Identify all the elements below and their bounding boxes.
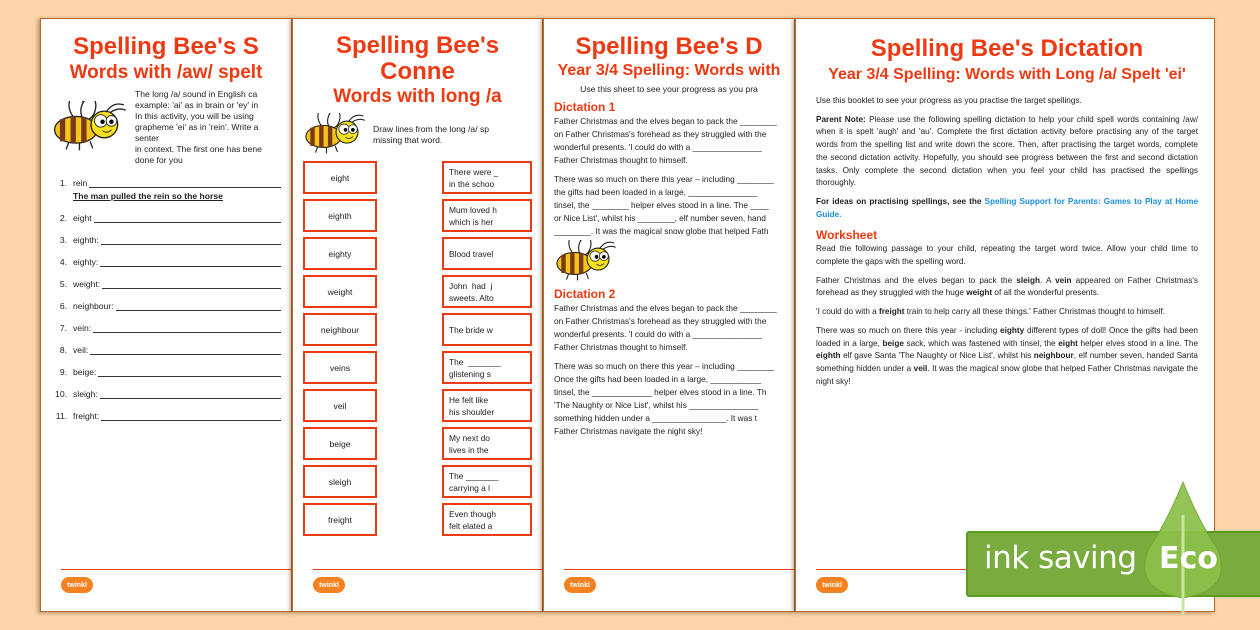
answer-line[interactable] — [98, 368, 281, 377]
matching-rows — [303, 161, 532, 536]
dictation-line: wonderful presents. 'I could do with a _______________ — [554, 142, 762, 152]
dictation-line: Father Christmas thought to himself. — [554, 342, 688, 352]
matching-row — [303, 389, 532, 422]
twinkl-logo: twinkl — [816, 577, 848, 593]
worksheet-page-dictation-1-2 — [543, 18, 795, 612]
matching-row — [303, 313, 532, 346]
target-word: weight — [966, 288, 993, 298]
sentence-item — [51, 201, 281, 223]
item-word: vein: — [73, 323, 92, 333]
intro — [373, 124, 532, 146]
word-box[interactable]: beige — [303, 427, 377, 460]
ideas-text — [816, 196, 1198, 221]
item-word: freight: — [73, 411, 100, 421]
sentence-box[interactable]: Blood travel — [442, 237, 532, 270]
footer-rule — [313, 569, 542, 570]
item-word: rein — [73, 178, 88, 188]
sentence-box[interactable]: The bride w — [442, 313, 532, 346]
passage-text: elf gave Santa 'The Naughty or Nice List', whilst his — [840, 351, 1034, 361]
sentence-box[interactable]: The _______ carrying a l — [442, 465, 532, 498]
sentence-box[interactable]: There were _ in the schoo — [442, 161, 532, 194]
bee-icon — [554, 240, 620, 284]
guide-link[interactable]: Spelling Support for Parents: Games to Play at Home Guide. — [816, 196, 1198, 219]
page-title: Spelling Bee's Dictation — [870, 35, 1144, 62]
worksheet-page-sentences — [40, 18, 292, 612]
intro-text: Use this booklet to see your progress as you practise the target spellings. — [816, 96, 1082, 105]
dictation-line: the gifts had been loaded in a large, _______________ — [554, 187, 758, 197]
example-sentence: The man pulled the rein so the horse — [73, 191, 223, 201]
intro-text: The long /a/ sound in English ca — [135, 89, 258, 99]
dictation-line: Father Christmas and the elves began to pack the ________ — [554, 303, 777, 313]
word-box[interactable]: veins — [303, 351, 377, 384]
word-box[interactable]: eighth — [303, 199, 377, 232]
word-box[interactable]: veil — [303, 389, 377, 422]
answer-line[interactable] — [100, 390, 281, 399]
target-word: veil — [913, 363, 928, 373]
word-box[interactable]: weight — [303, 275, 377, 308]
page-subtitle: Year 3/4 Spelling: Words with — [557, 62, 781, 79]
worksheet-heading: Worksheet — [816, 228, 878, 243]
item-number: 9. — [59, 367, 67, 377]
dictation-line: 'The Naughty or Nice List', whilst his _______________ — [554, 400, 759, 410]
item-word: eighty: — [73, 257, 99, 267]
item-word: beige: — [73, 367, 97, 377]
dictation-line: There was so much on there this year – including ________ — [554, 361, 775, 371]
item-number: 11. — [55, 411, 67, 421]
parent-note-label: Parent Note: — [816, 114, 866, 124]
dictation-line: Father Christmas thought to himself. — [554, 155, 688, 165]
item-number: 4. — [59, 257, 67, 267]
bee-icon — [303, 113, 369, 157]
item-number: 8. — [59, 345, 67, 355]
dictation-line: Once the gifts had been loaded in a large, ___________ — [554, 374, 762, 384]
dictation-line: Father Christmas and the elves began to pack the ________ — [554, 116, 777, 126]
target-word: eighth — [816, 351, 841, 361]
word-box[interactable]: neighbour — [303, 313, 377, 346]
passage-text: There was so much on there this year - including — [816, 325, 1001, 335]
passage-text: , elf number seven, handed Santa something hidden under a — [816, 351, 1198, 373]
passage-text: of all the wonderful presents. — [992, 288, 1100, 298]
bee-icon — [51, 101, 131, 155]
answer-line[interactable] — [90, 346, 281, 355]
sentence-item — [51, 170, 281, 201]
sentence-item — [51, 355, 281, 377]
worksheet-intro: Read the following passage to your child, repeating the target word twice. Allow your child time to complete the gaps with the spelling word. — [816, 244, 1198, 267]
intro-text: missing that word. — [373, 135, 443, 145]
passage-text: appeared on Father Christmas's forehead as they struggled with the huge — [816, 275, 1198, 298]
passage-text: helper elves stood in a line. The — [1077, 338, 1199, 348]
intro-text: grapheme 'ei' as in 'rein'. Write a senter — [135, 122, 259, 143]
sentence-box[interactable]: He felt like his shoulder — [442, 389, 532, 422]
matching-row — [303, 427, 532, 460]
intro-text: example: 'ai' as in brain or 'ey' in — [135, 100, 259, 110]
sentence-list — [51, 170, 281, 421]
ink-saving-label: ink saving — [984, 540, 1137, 576]
answer-line[interactable] — [89, 179, 281, 188]
footer-rule — [61, 569, 291, 570]
passage-text: Father Christmas and the elves began to pack the — [816, 275, 1017, 285]
dictation-1-heading: Dictation 1 — [554, 100, 616, 114]
dictation-1-text — [554, 115, 784, 238]
matching-row — [303, 237, 532, 270]
sentence-item — [51, 267, 281, 289]
worksheet-page-connect — [292, 18, 543, 612]
dictation-line: There was so much on there this year – including ________ — [554, 174, 775, 184]
intro-block — [51, 89, 281, 166]
sentence-box[interactable]: John had j sweets. Alto — [442, 275, 532, 308]
twinkl-logo: twinkl — [61, 577, 93, 593]
sentence-item — [51, 377, 281, 399]
item-number: 2. — [59, 213, 67, 223]
target-word: freight — [879, 307, 905, 317]
passage-text: . A — [1039, 275, 1056, 285]
sentence-box[interactable]: My next do lives in the — [442, 427, 532, 460]
item-word: neighbour: — [73, 301, 114, 311]
word-box[interactable]: eight — [303, 161, 377, 194]
answer-line[interactable] — [94, 214, 281, 223]
item-word: sleigh: — [73, 389, 98, 399]
target-word: sleigh — [1016, 275, 1040, 285]
matching-row — [303, 161, 532, 194]
matching-row — [303, 199, 532, 232]
passage-text: . It was the magical snow globe that helped Father Christmas navigate the night sky! — [816, 363, 1198, 386]
intro-text: Use this sheet to see your progress as you pra — [580, 84, 758, 94]
matching-row — [303, 503, 532, 536]
page-title: Spelling Bee's S — [73, 33, 259, 60]
target-word: eight — [1058, 338, 1078, 348]
page-subtitle: Year 3/4 Spelling: Words with Long /a/ Spelt 'ei' — [828, 66, 1186, 83]
item-word: veil: — [73, 345, 89, 355]
dictation-line: Father Christmas navigate the night sky! — [554, 426, 703, 436]
target-word: vein — [1055, 275, 1072, 285]
dictation-2-heading: Dictation 2 — [554, 287, 616, 301]
word-box[interactable]: freight — [303, 503, 377, 536]
item-number: 3. — [59, 235, 67, 245]
dictation-line: wonderful presents. 'I could do with a _______________ — [554, 329, 762, 339]
intro-text: in context. The first one has bene done for you — [135, 144, 262, 165]
item-number: 1. — [59, 178, 67, 188]
sentence-item — [51, 245, 281, 267]
sentence-box[interactable]: Mum loved h which is her — [442, 199, 532, 232]
matching-row — [303, 465, 532, 498]
answer-line[interactable] — [101, 236, 281, 245]
intro-text: In this activity, you will be using — [135, 111, 254, 121]
answer-line[interactable] — [93, 324, 281, 333]
eco-label: Eco — [1159, 541, 1218, 576]
dictation-line: on Father Christmas's forehead as they struggled with the — [554, 129, 767, 139]
intro — [135, 89, 281, 166]
passage-paragraph — [816, 275, 1198, 300]
passage-paragraph — [816, 306, 1198, 319]
twinkl-logo: twinkl — [313, 577, 345, 593]
answer-line[interactable] — [101, 412, 281, 421]
page-title: Spelling Bee's Conne — [335, 32, 500, 85]
matching-row — [303, 351, 532, 384]
intro-text: Draw lines from the long /a/ sp — [373, 124, 490, 134]
answer-line[interactable] — [116, 302, 281, 311]
item-number: 10. — [55, 389, 67, 399]
passage-text: 'I could do with a — [816, 307, 880, 317]
dictation-line: on Father Christmas's forehead as they struggled with the — [554, 316, 767, 326]
dictation-line: tinsel, the _____________ helper elves stood in a line. Th — [554, 387, 767, 397]
dictation-2-text — [554, 302, 784, 438]
sentence-item — [51, 311, 281, 333]
passage-text: train to help carry all these things.' Father Christmas thought to himself. — [904, 307, 1165, 317]
item-number: 5. — [59, 279, 67, 289]
ideas-label: For ideas on practising spellings, see the — [816, 196, 982, 206]
dictation-line: something hidden under a ________________. It was t — [554, 413, 757, 423]
page-subtitle: Words with /aw/ spelt — [69, 62, 263, 83]
target-word: neighbour — [1033, 351, 1074, 361]
sentence-item — [51, 399, 281, 421]
matching-row — [303, 275, 532, 308]
footer-rule — [564, 569, 794, 570]
item-word: eight — [73, 213, 92, 223]
answer-line[interactable] — [100, 258, 281, 267]
page-title: Spelling Bee's D — [575, 33, 763, 60]
dictation-line: or Nice List', whilst his ________, elf number seven, hand — [554, 213, 766, 223]
item-number: 7. — [59, 323, 67, 333]
parent-note-text: Please use the following spelling dictation to help your child spell words containing /aw/ when it is spelt 'augh' and 'au'. Complete the first dictation activity before practising any of the target words from the spelling list and write down the score. Then, after practising the target words, complete the second dictation activity. Hopefully, you should see progress between the first and second dictation tasks. Only complete the second dictation when you feel your child has practised the spellings thoroughly. — [816, 114, 1199, 188]
sentence-box[interactable]: The _______ glistening s — [442, 351, 532, 384]
parent-note — [816, 114, 1198, 190]
dictation-line: ________. It was the magical snow globe that helped Fath — [554, 226, 769, 236]
page-subtitle: Words with long /a — [333, 86, 502, 107]
passage-paragraph — [816, 325, 1198, 389]
passage-text: different types of doll! Once the gifts had been loaded in a large, — [816, 325, 1198, 348]
word-box[interactable]: sleigh — [303, 465, 377, 498]
target-word: eighty — [1000, 325, 1025, 335]
answer-line[interactable] — [102, 280, 281, 289]
passage-text: sack, which was fastened with tinsel, the — [903, 338, 1059, 348]
sentence-item — [51, 289, 281, 311]
item-word: weight: — [73, 279, 101, 289]
sentence-box[interactable]: Even though felt elated a — [442, 503, 532, 536]
twinkl-logo: twinkl — [564, 577, 596, 593]
item-word: eighth: — [73, 235, 99, 245]
word-box[interactable]: eighty — [303, 237, 377, 270]
dictation-line: tinsel, the ________ helper elves stood in a line. The ____ — [554, 200, 769, 210]
intro-block — [303, 113, 532, 157]
item-number: 6. — [59, 301, 67, 311]
target-word: beige — [882, 338, 904, 348]
sentence-item — [51, 333, 281, 355]
sentence-item — [51, 223, 281, 245]
